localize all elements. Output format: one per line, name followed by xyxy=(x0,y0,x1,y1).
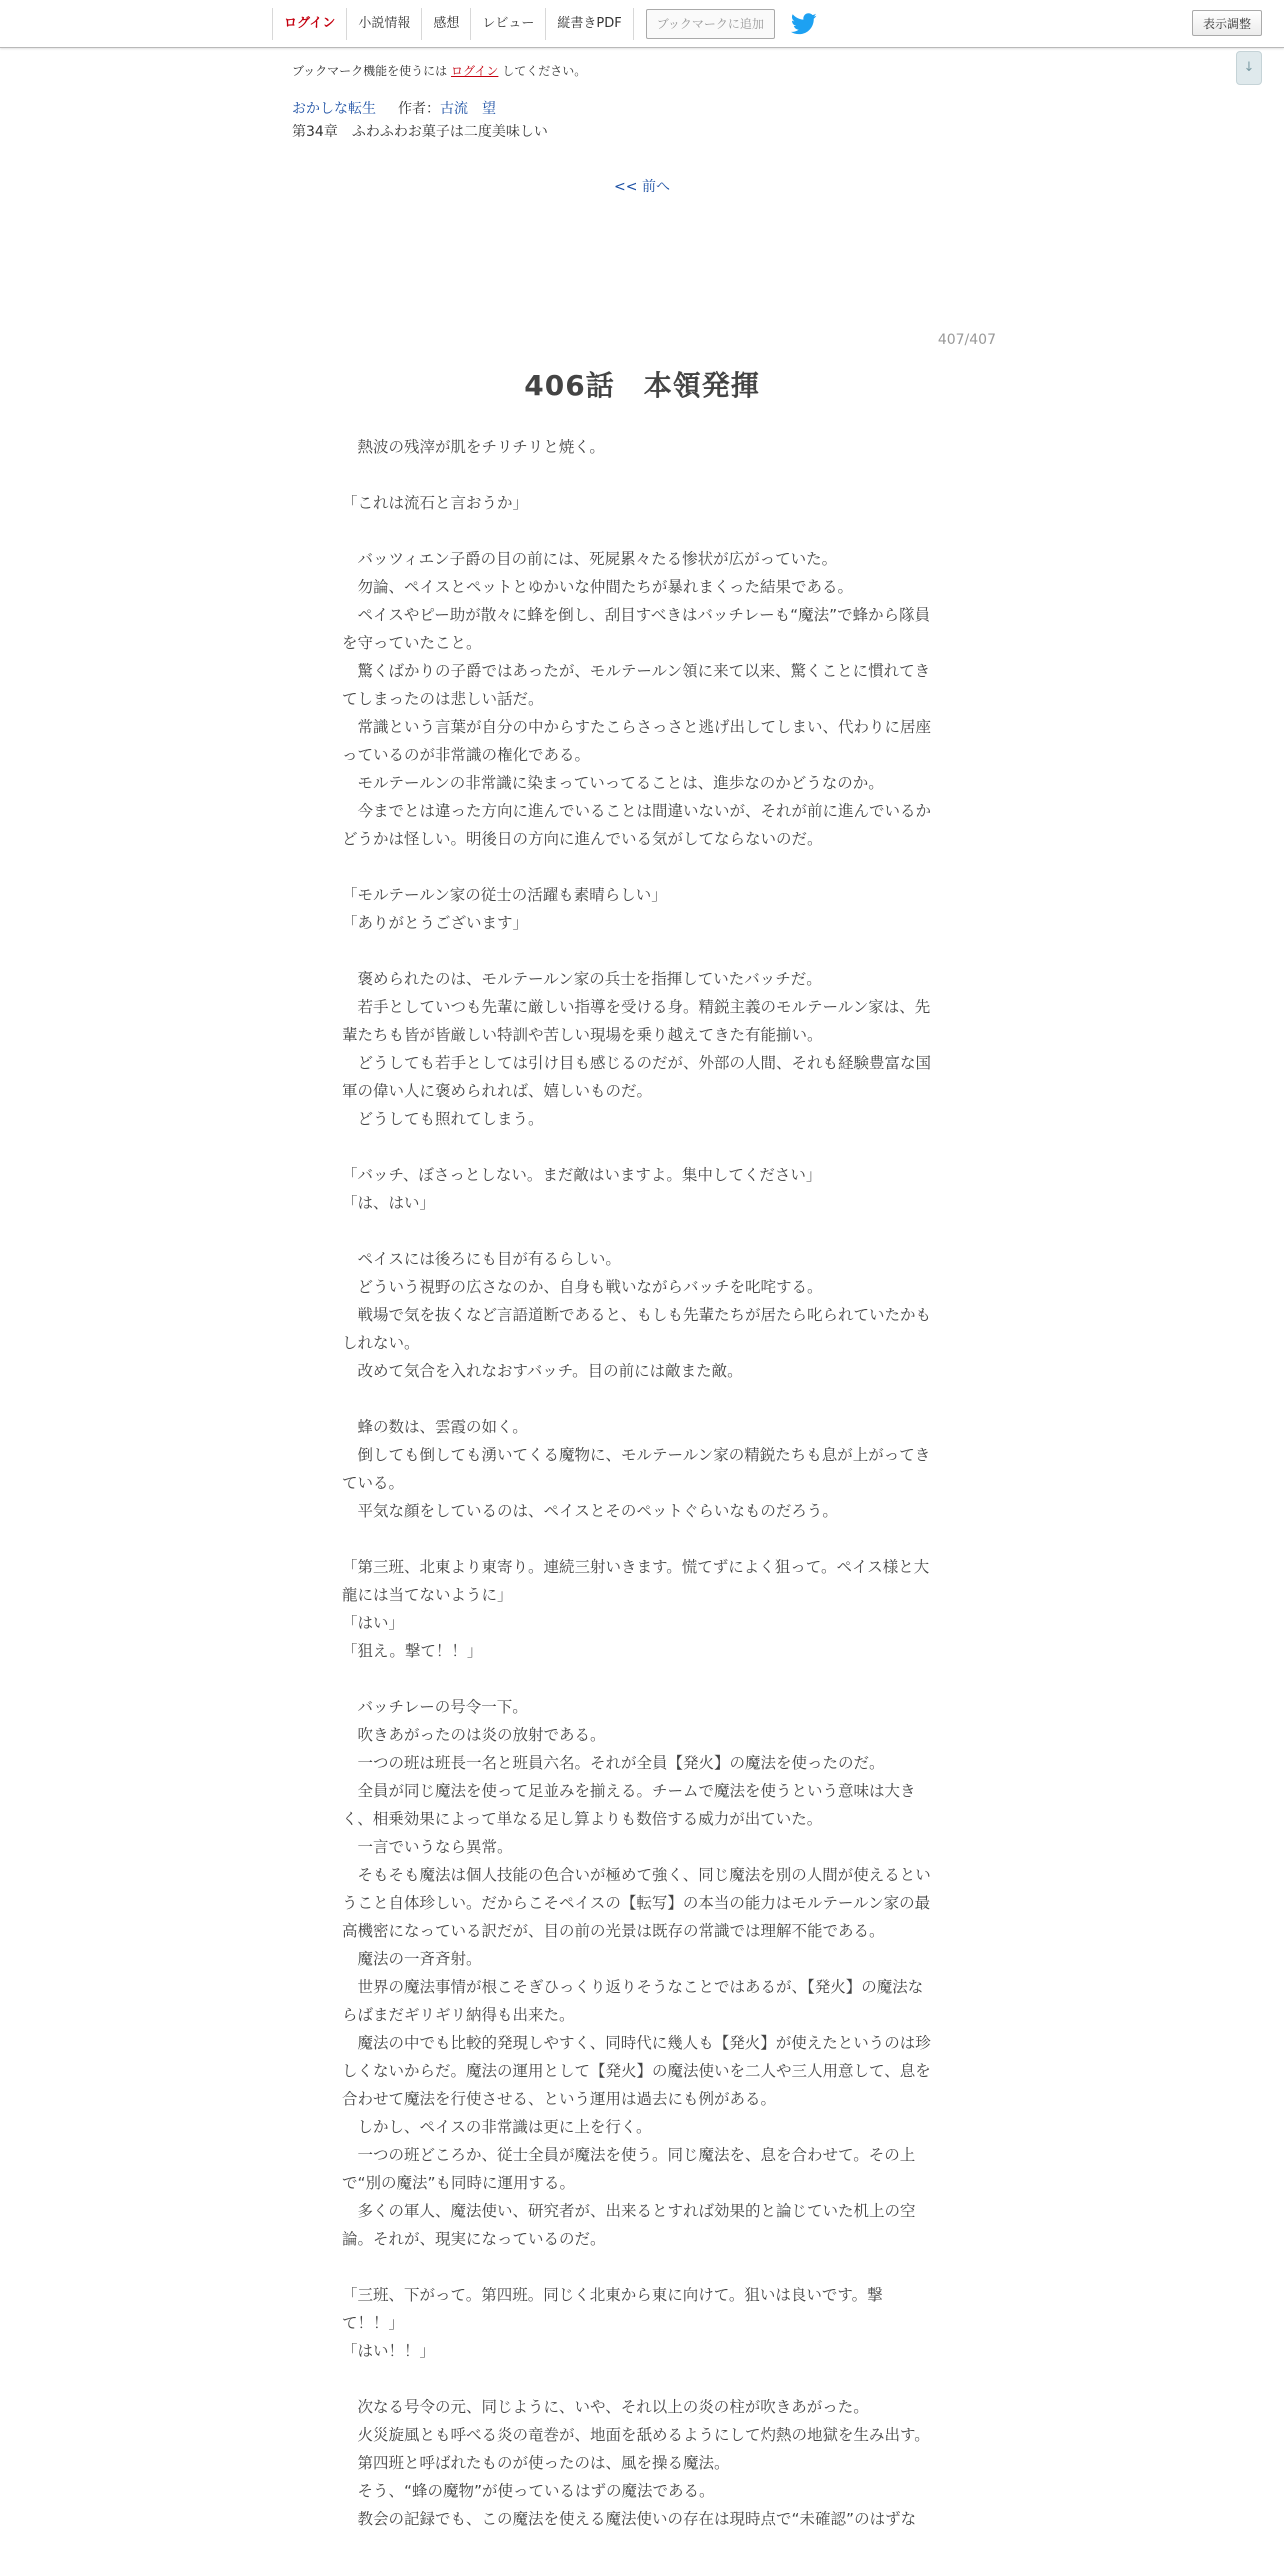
body-paragraph: 「第三班、北東より東寄り。連続三射いきます。慌てずによく狙って。ペイス様と大龍には当てないように」 xyxy=(342,1558,930,1604)
body-paragraph: 「ありがとうございます」 xyxy=(342,914,529,932)
body-paragraph: 一つの班どころか、従士全員が魔法を使う。同じ魔法を、息を合わせて。その上で“別の魔法”も同時に運用する。 xyxy=(342,2146,916,2192)
body-paragraph: 「は、はい」 xyxy=(342,1194,436,1212)
episode-title: 406話 本領発揮 xyxy=(524,369,760,402)
body-paragraph: 多くの軍人、魔法使い、研究者が、出来るとすれば効果的と論じていた机上の空論。それが、現実になっているのだ。 xyxy=(342,2202,916,2248)
body-paragraph: 驚くばかりの子爵ではあったが、モルテールン領に来て以来、驚くことに慣れてきてしまったのは悲しい話だ。 xyxy=(342,662,931,708)
body-paragraph: 「モルテールン家の従士の活躍も素晴らしい」 xyxy=(342,886,667,904)
body-paragraph: 平気な顔をしているのは、ペイスとそのペットぐらいなものだろう。 xyxy=(342,1502,838,1520)
bookmark-login-note xyxy=(292,62,586,79)
top-navigation-bar xyxy=(0,0,1284,48)
body-paragraph: 倒しても倒しても湧いてくる魔物に、モルテールン家の精鋭たちも息が上がってきている。 xyxy=(342,1446,931,1492)
blank-line xyxy=(342,2253,936,2281)
novel-body-text xyxy=(342,433,936,2533)
blank-line xyxy=(342,1385,936,1413)
body-paragraph: 教会の記録でも、この魔法を使える魔法使いの存在は現時点で“未確認”のはずな xyxy=(342,2510,917,2528)
body-paragraph: 熱波の残滓が肌をチリチリと焼く。 xyxy=(342,438,605,456)
body-paragraph: どういう視野の広さなのか、自身も戦いながらバッチを叱咤する。 xyxy=(342,1278,823,1296)
blank-line xyxy=(342,1525,936,1553)
body-paragraph: モルテールンの非常識に染まっていってることは、進歩なのかどうなのか。 xyxy=(342,774,884,792)
body-paragraph: 今までとは違った方向に進んでいることは間違いないが、それが前に進んでいるかどうかは怪しい。明後日の方向に進んでいる気がしてならないのだ。 xyxy=(342,802,932,848)
page-counter: 407/407 xyxy=(937,332,996,348)
body-paragraph: そもそも魔法は個人技能の色合いが極めて強く、同じ魔法を別の人間が使えるということ自体珍しい。だからこそペイスの【転写】の本当の能力はモルテールン家の最高機密になっている訳だが、目の前の光景は既存の常識では理解不能である。 xyxy=(342,1866,931,1940)
novel-info-link[interactable]: 小説情報 xyxy=(346,8,421,40)
twitter-bird-icon[interactable] xyxy=(791,13,817,35)
body-paragraph: 魔法の一斉斉射。 xyxy=(342,1950,482,1968)
blank-line xyxy=(342,1665,936,1693)
blank-line xyxy=(342,2365,936,2393)
author-name-link[interactable]: 古流 望 xyxy=(440,101,496,117)
author-label: 作者： xyxy=(398,101,440,117)
blank-line xyxy=(342,937,936,965)
previous-page-link-text[interactable]: << 前へ xyxy=(614,179,670,195)
body-paragraph: 魔法の中でも比較的発現しやすく、同時代に幾人も【発火】が使えたというのは珍しくないからだ。魔法の運用として【発火】の魔法使いを二人や三人用意して、息を合わせて魔法を行使させる、という運用は過去にも例がある。 xyxy=(342,2034,931,2108)
vertical-pdf-link[interactable]: 縦書きPDF xyxy=(545,8,633,40)
body-paragraph: 一言でいうなら異常。 xyxy=(342,1838,513,1856)
body-paragraph: 改めて気合を入れなおすバッチ。目の前には敵また敵。 xyxy=(342,1362,743,1380)
blank-line xyxy=(342,1217,936,1245)
body-paragraph: 褒められたのは、モルテールン家の兵士を指揮していたバッチだ。 xyxy=(342,970,822,988)
body-paragraph: 全員が同じ魔法を使って足並みを揃える。チームで魔法を使うという意味は大きく、相乗効果によって単なる足し算よりも数倍する威力が出ていた。 xyxy=(342,1782,916,1828)
body-paragraph: 次なる号令の元、同じように、いや、それ以上の炎の柱が吹きあがった。 xyxy=(342,2398,869,2416)
blank-line xyxy=(342,517,936,545)
body-paragraph: 「これは流石と言おうか」 xyxy=(342,494,529,512)
scroll-down-button[interactable] xyxy=(1236,51,1262,85)
body-paragraph: 吹きあがったのは炎の放射である。 xyxy=(342,1726,606,1744)
blank-line xyxy=(342,1133,936,1161)
review-link[interactable]: レビュー xyxy=(470,8,545,40)
chapter-title: 第34章 ふわふわお菓子は二度美味しい xyxy=(292,124,548,140)
body-paragraph: 蜂の数は、雲霞の如く。 xyxy=(342,1418,528,1436)
body-paragraph: 「はい」 xyxy=(342,1614,405,1632)
login-link[interactable]: ログイン xyxy=(272,8,346,40)
impression-link[interactable]: 感想 xyxy=(421,8,470,40)
body-paragraph: 若手としていつも先輩に厳しい指導を受ける身。精鋭主義のモルテールン家は、先輩たちも皆が皆厳しい特訓や苦しい現場を乗り越えてきた有能揃い。 xyxy=(342,998,931,1044)
novel-info-line xyxy=(292,98,496,118)
bookmark-login-link[interactable]: ログイン xyxy=(450,64,499,78)
body-paragraph: 「はい！！」 xyxy=(342,2342,436,2360)
body-paragraph: どうしても若手としては引け目も感じるのだが、外部の人間、それも経験豊富な国軍の偉い人に褒められれば、嬉しいものだ。 xyxy=(342,1054,932,1100)
body-paragraph: 世界の魔法事情が根こそぎひっくり返りそうなことではあるが、【発火】の魔法ならばまだギリギリ納得も出来た。 xyxy=(342,1978,924,2024)
body-paragraph: 「バッチ、ぼさっとしない。まだ敵はいますよ。集中してください」 xyxy=(342,1166,822,1184)
body-paragraph: そう、“蜂の魔物”が使っているはずの魔法である。 xyxy=(342,2482,715,2500)
body-paragraph: 「狙え。撃て！！」 xyxy=(342,1642,483,1660)
body-paragraph: 一つの班は班長一名と班員六名。それが全員【発火】の魔法を使ったのだ。 xyxy=(342,1754,885,1772)
body-paragraph: 第四班と呼ばれたものが使ったのは、風を操る魔法。 xyxy=(342,2454,730,2472)
blank-line xyxy=(342,853,936,881)
body-paragraph: しかし、ペイスの非常識は更に上を行く。 xyxy=(342,2118,652,2136)
body-paragraph: バッツィエン子爵の目の前には、死屍累々たる惨状が広がっていた。 xyxy=(342,550,838,568)
body-paragraph: 戦場で気を抜くなど言語道断であると、もしも先輩たちが居たら叱られていたかもしれない。 xyxy=(342,1306,932,1352)
body-paragraph: ペイスには後ろにも目が有るらしい。 xyxy=(342,1250,621,1268)
novel-title-link[interactable]: おかしな転生 xyxy=(292,101,376,117)
body-paragraph: ペイスやピー助が散々に蜂を倒し、刮目すべきはバッチレーも“魔法”で蜂から隊員を守っていたこと。 xyxy=(342,606,931,652)
body-paragraph: 「三班、下がって。第四班。同じく北東から東に向けて。狙いは良いです。撃て！！」 xyxy=(342,2286,883,2332)
previous-page-link xyxy=(0,176,1284,196)
body-paragraph: 勿論、ペイスとペットとゆかいな仲間たちが暴れまくった結果である。 xyxy=(342,578,854,596)
arrow-down-icon: ↓ xyxy=(1243,60,1255,75)
add-bookmark-button[interactable]: ブックマークに追加 xyxy=(646,9,775,39)
body-paragraph: バッチレーの号令一下。 xyxy=(342,1698,528,1716)
bookmark-note-after: してください。 xyxy=(498,64,587,78)
bookmark-note-before: ブックマーク機能を使うには xyxy=(292,64,451,78)
display-settings-button[interactable]: 表示調整 xyxy=(1192,10,1262,36)
body-paragraph: どうしても照れてしまう。 xyxy=(342,1110,544,1128)
blank-line xyxy=(342,461,936,489)
body-paragraph: 火災旋風とも呼べる炎の竜巻が、地面を舐めるようにして灼熱の地獄を生み出す。 xyxy=(342,2426,930,2444)
main-nav xyxy=(272,8,817,40)
body-paragraph: 常識という言葉が自分の中からすたこらさっさと逃げ出してしまい、代わりに居座っているのが非常識の権化である。 xyxy=(342,718,932,764)
